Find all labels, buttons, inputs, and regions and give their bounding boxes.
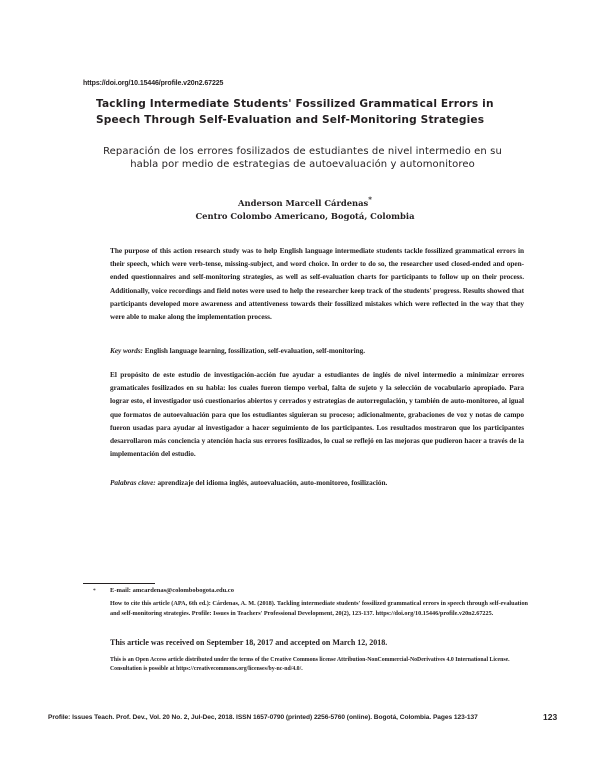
footnote-marker: * bbox=[93, 588, 96, 594]
page-number: 123 bbox=[543, 712, 558, 722]
keywords-spanish bbox=[110, 476, 524, 489]
keywords-text: English language learning, fossilization, self-evaluation, self-monitoring. bbox=[144, 346, 365, 355]
author-affiliation: Centro Colombo Americano, Bogotá, Colombia bbox=[195, 210, 415, 221]
license-note: This is an Open Access article distributed under the terms of the Creative Commons license Attribution-NonCommercial-NoDerivatives 4.0 International License. Consultation is possible at https://creativecommons.org/licenses/by-nc-nd/4.0/. bbox=[110, 657, 510, 673]
keywords-es-text: aprendizaje del idioma inglés, autoevaluación, auto-monitoreo, fosilización. bbox=[157, 478, 388, 487]
received-accepted-note: This article was received on September 18, 2017 and accepted on March 12, 2018. bbox=[110, 638, 388, 647]
paper-title-english: Tackling Intermediate Students' Fossilized Grammatical Errors in Speech Through Self-Evaluation and Self-Monitoring Strategies bbox=[96, 98, 494, 126]
keywords-english bbox=[110, 344, 524, 357]
paper-title-spanish: Reparación de los errores fosilizados de estudiantes de nivel intermedio en su habla por medio de estrategias de autoevaluación y automonitoreo bbox=[103, 146, 502, 170]
keywords-es-label: Palabras clave: bbox=[110, 478, 156, 487]
abstract-spanish: El propósito de este estudio de investigación-acción fue ayudar a estudiantes de inglés de nivel intermedio a minimizar errores gramaticales fosilizados en su habla: los cuales fueron tiempo verbal, falta de sujeto y la selección de vocabulario apropiado. Para lograr esto, el investigador usó cuestionarios abiertos y cerrados y estrategias de autorregulación, y también de auto-monitoreo, al igual que formatos de autoevaluación para que los estudiantes siguieran su proceso; adicionalmente, grabaciones de voz y notas de campo fueron usadas para ayudar al investigador a hacer seguimiento de los participantes. Los resultados mostraron que los participantes desarrollaron más conciencia y atención hacia sus errores fosilizados, lo cual se reflejó en las mejoras que pudieron hacer a través de la implementación del estudio. bbox=[110, 370, 524, 459]
keywords-label: Key words: bbox=[110, 346, 143, 355]
author-footnote-marker: * bbox=[368, 195, 372, 204]
footnote-divider bbox=[83, 583, 155, 584]
author-line bbox=[80, 193, 530, 210]
author-block bbox=[80, 193, 530, 223]
journal-footer: Profile: Issues Teach. Prof. Dev., Vol. 20 No. 2, Jul-Dec, 2018. ISSN 1657-0790 (printed) 2256-5760 (online). Bogotá, Colombia. Pages 123-137 bbox=[48, 714, 478, 721]
author-name: Anderson Marcell Cárdenas bbox=[238, 197, 369, 208]
doi-link[interactable]: https://doi.org/10.15446/profile.v20n2.67225 bbox=[83, 80, 224, 87]
abstract-english: The purpose of this action research study was to help English language intermediate students tackle fossilized grammatical errors in their speech, which were verb-tense, missing-subject, and word choice. In order to do so, the researcher used closed-ended and open-ended questionnaires and self-monitoring strategies, as well as self-evaluation charts for participants to follow up on their process. Additionally, voice recordings and field notes were used to help the researcher keep track of the students' progress. Results showed that participants developed more awareness and attentiveness towards their fossilized mistakes which were reflected in the way that they were able to make along the implementation process. bbox=[110, 246, 524, 322]
footnote-email[interactable]: E-mail: amcardenas@colombobogota.edu.co bbox=[110, 587, 234, 594]
footnote-citation: How to cite this article (APA, 6th ed.): Cárdenas, A. M. (2018). Tackling intermediate students' fossilized grammatical errors in speech through self-evaluation and self-monitoring strategies. Profile: Issues in Teachers' Professional Development, 20(2), 123-137. https://doi.org/10.15446/profile.v20n2.67225. bbox=[110, 600, 528, 618]
